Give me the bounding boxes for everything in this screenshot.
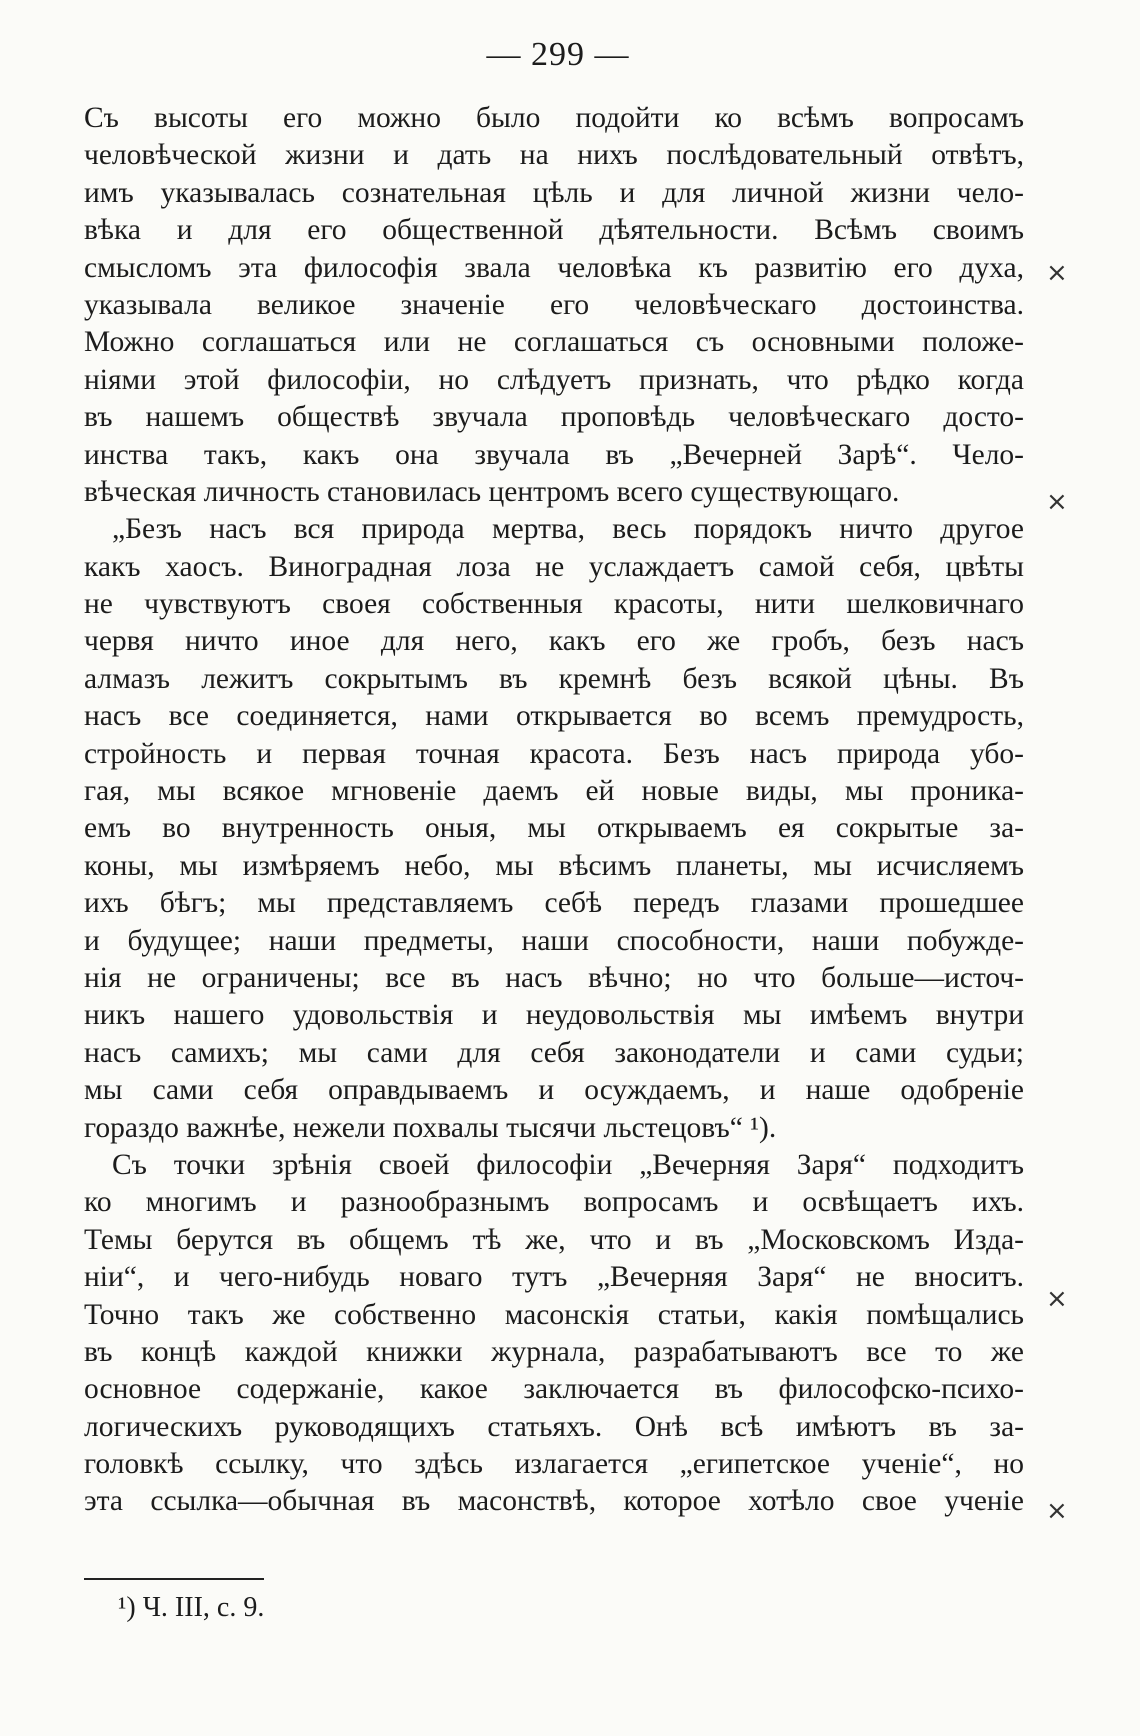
text-line: ихъ бѣгъ; мы представляемъ себѣ передъ глазами прошедшее (84, 887, 1024, 920)
page-body-text (84, 100, 1024, 1521)
text-line: коны, мы измѣряемъ небо, мы вѣсимъ планеты, мы исчисляемъ (84, 849, 1024, 882)
text-line: алмазъ лежитъ сокрытымъ въ кремнѣ безъ всякой цѣны. Въ (84, 662, 1024, 695)
text-line: стройность и первая точная красота. Безъ насъ природа убо- (84, 737, 1024, 770)
text-line: нія не ограничены; все въ насъ вѣчно; но что больше—источ- (84, 961, 1024, 994)
text-line: вѣческая личность становилась центромъ всего существующаго. (84, 475, 900, 508)
text-line: никъ нашего удовольствія и неудовольствія мы имѣемъ внутри (84, 999, 1024, 1032)
text-line: насъ все соединяется, нами открывается во всемъ премудрость, (84, 700, 1024, 733)
text-line: и будущее; наши предметы, наши способности, наши побужде- (84, 924, 1024, 957)
text-line: смысломъ эта философія звала человѣка къ развитію его духа, (84, 251, 1024, 284)
text-line: ко многимъ и разнообразнымъ вопросамъ и освѣщаетъ ихъ. (84, 1186, 1024, 1219)
text-line: Съ точки зрѣнія своей философіи „Вечерняя Заря“ подходитъ (112, 1148, 1024, 1181)
text-line: емъ во внутренность оныя, мы открываемъ ея сокрытые за- (84, 812, 1024, 845)
text-line: мы сами себя оправдываемъ и осуждаемъ, и наше одобреніе (84, 1074, 1024, 1107)
text-line: головкѣ ссылку, что здѣсь излагается „египетское ученіе“, но (84, 1448, 1024, 1481)
margin-mark: × (1046, 1496, 1068, 1526)
text-line: въ нашемъ обществѣ звучала проповѣдь человѣческаго досто- (84, 401, 1024, 434)
text-line: вѣка и для его общественной дѣятельности. Всѣмъ своимъ (84, 214, 1024, 247)
text-line: Точно такъ же собственно масонскія статьи, какія помѣщались (84, 1298, 1024, 1331)
margin-mark: × (1046, 487, 1068, 517)
text-line: основное содержаніе, какое заключается въ философско-психо- (84, 1373, 1024, 1406)
text-line: Темы берутся въ общемъ тѣ же, что и въ „Московскомъ Изда- (84, 1223, 1024, 1256)
text-line: въ концѣ каждой книжки журнала, разрабатываютъ все то же (84, 1335, 1024, 1368)
text-line: ніи“, и чего-нибудь новаго тутъ „Вечерняя Заря“ не вноситъ. (84, 1261, 1024, 1294)
footnote: ¹) Ч. III, с. 9. (118, 1592, 265, 1623)
text-line: гая, мы всякое мгновеніе даемъ ей новые виды, мы проника- (84, 775, 1024, 808)
page-number: — 299 — (486, 36, 630, 73)
text-line: человѣческой жизни и дать на нихъ послѣдовательный отвѣтъ, (84, 139, 1024, 172)
text-line: насъ самихъ; мы сами для себя законодатели и сами судьи; (84, 1036, 1024, 1069)
text-line: Съ высоты его можно было подойти ко всѣмъ вопросамъ (84, 102, 1024, 134)
text-line: „Безъ насъ вся природа мертва, весь порядокъ ничто другое (112, 513, 1024, 546)
text-line: эта ссылка—обычная въ масонствѣ, которое хотѣло свое ученіе (84, 1485, 1024, 1518)
text-line: логическихъ руководящихъ статьяхъ. Онѣ всѣ имѣютъ въ за- (84, 1410, 1024, 1443)
text-line: инства такъ, какъ она звучала въ „Вечерней Зарѣ“. Чело- (84, 438, 1024, 471)
margin-mark: × (1046, 1284, 1068, 1314)
text-line: указывала великое значеніе его человѣческаго достоинства. (84, 288, 1024, 321)
text-line: червя ничто иное для него, какъ его же гробъ, безъ насъ (84, 625, 1024, 658)
text-line: Можно соглашаться или не соглашаться съ основными положе- (84, 326, 1024, 359)
text-line: гораздо важнѣе, нежели похвалы тысячи льстецовъ“ ¹). (84, 1111, 777, 1144)
footnote-divider (84, 1578, 264, 1580)
text-line: не чувствуютъ своея собственныя красоты, нити шелковичнаго (84, 588, 1024, 621)
text-line: ніями этой философіи, но слѣдуетъ признать, что рѣдко когда (84, 363, 1024, 396)
margin-mark: × (1046, 258, 1068, 288)
text-line: какъ хаосъ. Виноградная лоза не услаждаетъ самой себя, цвѣты (84, 550, 1024, 583)
text-line: имъ указывалась сознательная цѣль и для личной жизни чело- (84, 176, 1024, 209)
